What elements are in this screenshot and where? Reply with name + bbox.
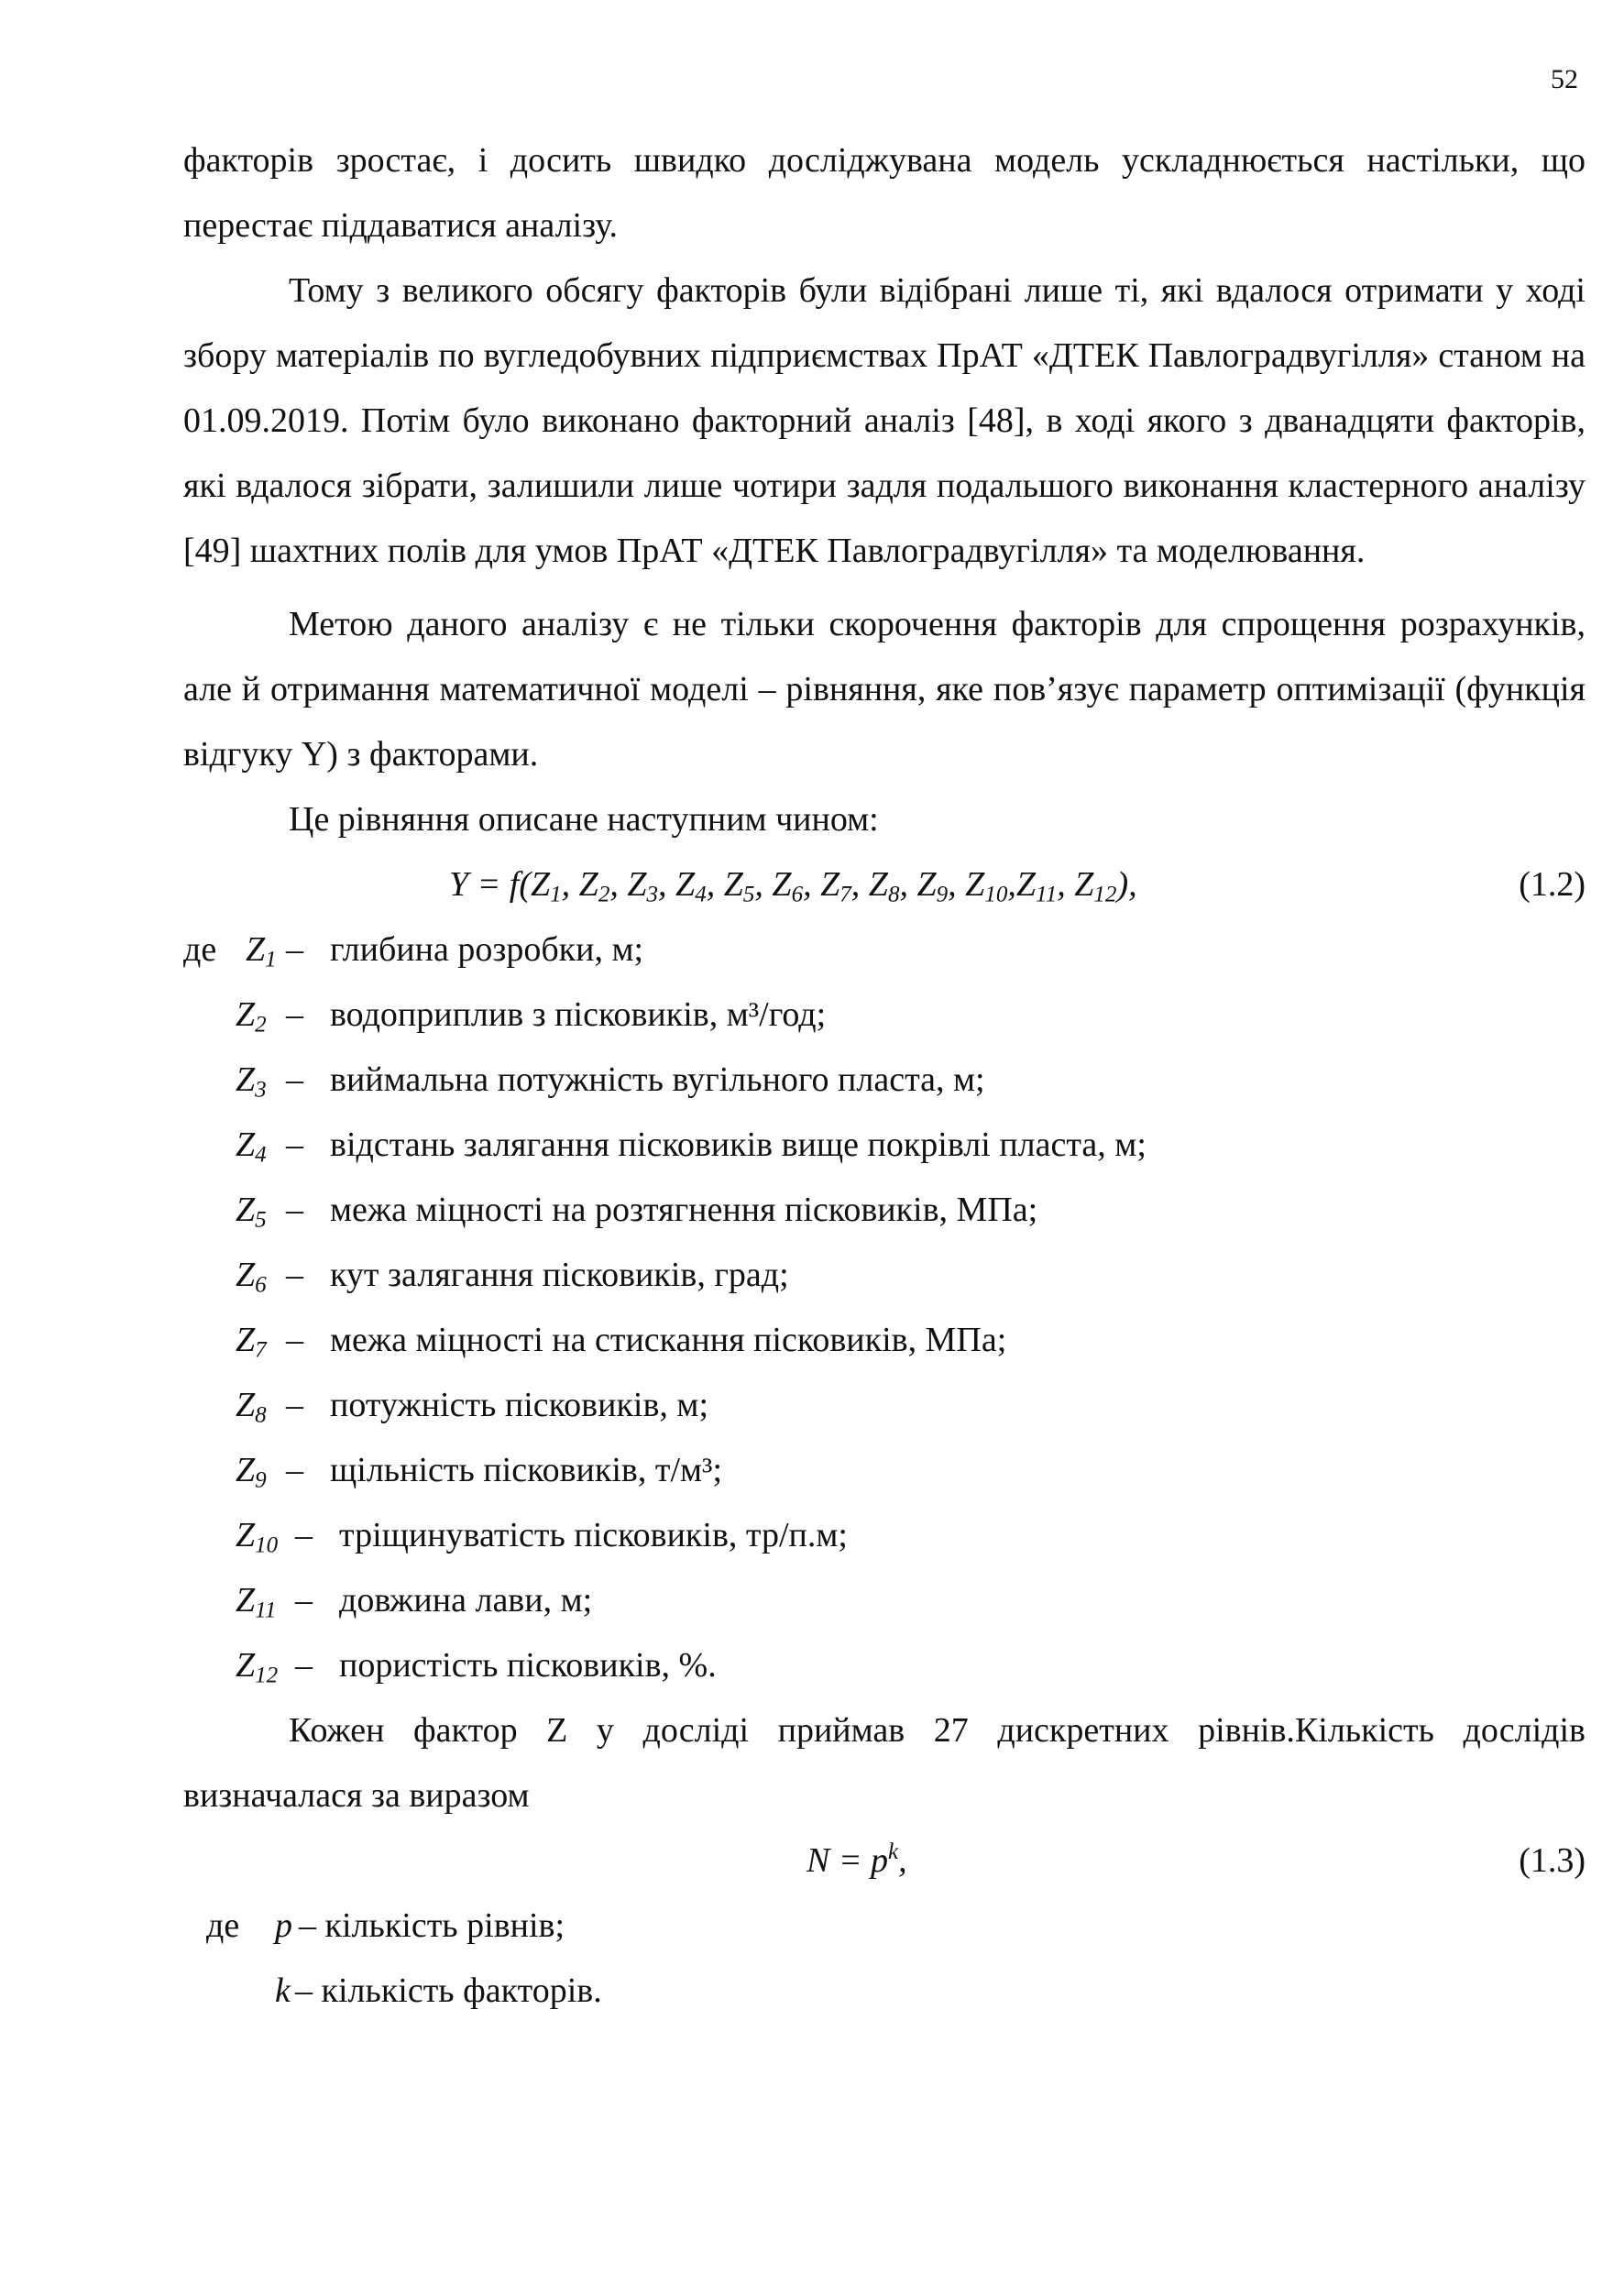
equation-1-2-formula: $Y = f(Z_1$, $Z_2$, $Z_3$, $Z_4$, $Z_5$, $Z_6$, $Z_7$, $Z_8$, $Z_9$, $Z_{10},Z_{11}$, $Z_{12}$), [449,865,1137,907]
paragraph-5: Кожен фактор Z у досліді приймав 27 дискретних рівнів.Кількість дослідів визначалася за виразом [183,1711,1586,1815]
variable-definition [183,1959,1586,2024]
factor-definition [183,917,1586,983]
factor-definition [183,1308,1586,1373]
factor-symbol: $Z_{12}$ [236,1646,279,1688]
factor-definition [183,1633,1586,1698]
factor-description: щільність пісковиків, т/м³; [330,1451,723,1489]
factor-symbol: $Z_4$ [236,1126,267,1168]
factor-dash: – [286,1191,303,1229]
paragraph-3: Метою даного аналізу є не тільки скорочення факторів для спрощення розрахунків, але й отримання математичної моделі – рівняння, яке пов’язує параметр оптимізації (функція відгуку Y) з факторами. [183,605,1586,774]
factor-description: довжина лави, м; [339,1581,593,1620]
factor-description: відстань залягання пісковиків вище покрівлі пласта, м; [330,1126,1147,1164]
page-number: 52 [1551,64,1578,94]
factor-description: глибина розробки, м; [330,930,644,969]
factor-definition [183,1438,1586,1503]
factor-dash: – [286,1060,303,1099]
factor-symbol: $Z_{11}$ [236,1581,277,1623]
factor-description: потужність пісковиків, м; [330,1386,709,1424]
factor-definition [183,1113,1586,1178]
factor-description: виймальна потужність вугільного пласта, м; [330,1060,985,1099]
factor-symbol: $Z_6$ [236,1256,267,1298]
definitions-prefix: де [183,930,217,969]
variable-symbol: k [275,1971,291,2010]
factor-symbol: $Z_1$ [246,930,277,972]
variable-definition [183,1894,1586,1959]
equation-1-2-number: (1.2) [1519,865,1586,904]
factor-symbol: $Z_9$ [236,1451,267,1493]
factor-dash: – [286,1321,303,1359]
factor-symbol: $Z_2$ [236,995,267,1038]
factor-definition [183,1178,1586,1243]
paragraph-4: Це рівняння описане наступним чином: [289,800,879,839]
factor-symbol: $Z_8$ [236,1386,267,1428]
page-body [183,128,1586,2024]
factor-description: пористість пісковиків, %. [339,1646,717,1685]
factor-definition [183,1048,1586,1113]
factor-symbol: $Z_{10}$ [236,1516,279,1558]
variable-symbol: p [275,1906,292,1945]
factor-description: кут залягання пісковиків, град; [330,1256,789,1294]
variable-definitions-prefix: де [206,1906,240,1945]
factor-dash: – [286,1126,303,1164]
factor-dash: – [295,1581,313,1620]
variable-description: – кількість рівнів; [299,1906,565,1945]
paragraph-2: Тому з великого обсягу факторів були відібрані лише ті, які вдалося отримати у ході збору матеріалів по вугледобувних підприємствах ПрАТ «ДТЕК Павлоградвугілля» станом на 01.09.2019. Потім було виконано факторний аналіз [48], в ході якого з дванадцяти факторів, які вдалося зібрати, залишили лише чотири задля подальшого виконання кластерного аналізу [49] шахтних полів для умов ПрАТ «ДТЕК Павлоградвугілля» та моделювання. [183,271,1586,570]
factor-description: тріщинуватість пісковиків, тр/п.м; [339,1516,848,1554]
factor-symbol: $Z_7$ [236,1321,267,1363]
factor-description: межа міцності на стискання пісковиків, МПа; [330,1321,1007,1359]
factor-dash: – [286,1451,303,1489]
factor-description: межа міцності на розтягнення пісковиків, МПа; [330,1191,1038,1229]
factor-definition [183,1503,1586,1568]
factor-definition [183,1373,1586,1438]
equation-1-3 [183,1828,1586,1894]
variable-description: – кількість факторів. [295,1971,602,2010]
factor-symbol: $Z_5$ [236,1191,267,1233]
factor-definition [183,1243,1586,1308]
factor-dash: – [286,930,303,969]
factor-dash: – [295,1516,313,1554]
factor-dash: – [286,1386,303,1424]
equation-1-2 [183,852,1586,917]
equation-1-3-number: (1.3) [1519,1841,1586,1880]
paragraph-1: факторів зростає, і досить швидко досліджувана модель ускладнюється настільки, що перестає піддаватися аналізу. [183,141,1586,245]
variable-definitions [183,1894,1586,2024]
factor-definition [183,1568,1586,1633]
factor-description: водоприплив з пісковиків, м³/год; [330,995,827,1034]
factor-dash: – [295,1646,313,1685]
factor-definition [183,983,1586,1048]
factor-dash: – [286,1256,303,1294]
factor-symbol: $Z_3$ [236,1060,267,1103]
factor-dash: – [286,995,303,1034]
factor-definitions [183,917,1586,1698]
equation-1-3-formula: $N = p^k$, [807,1839,907,1880]
